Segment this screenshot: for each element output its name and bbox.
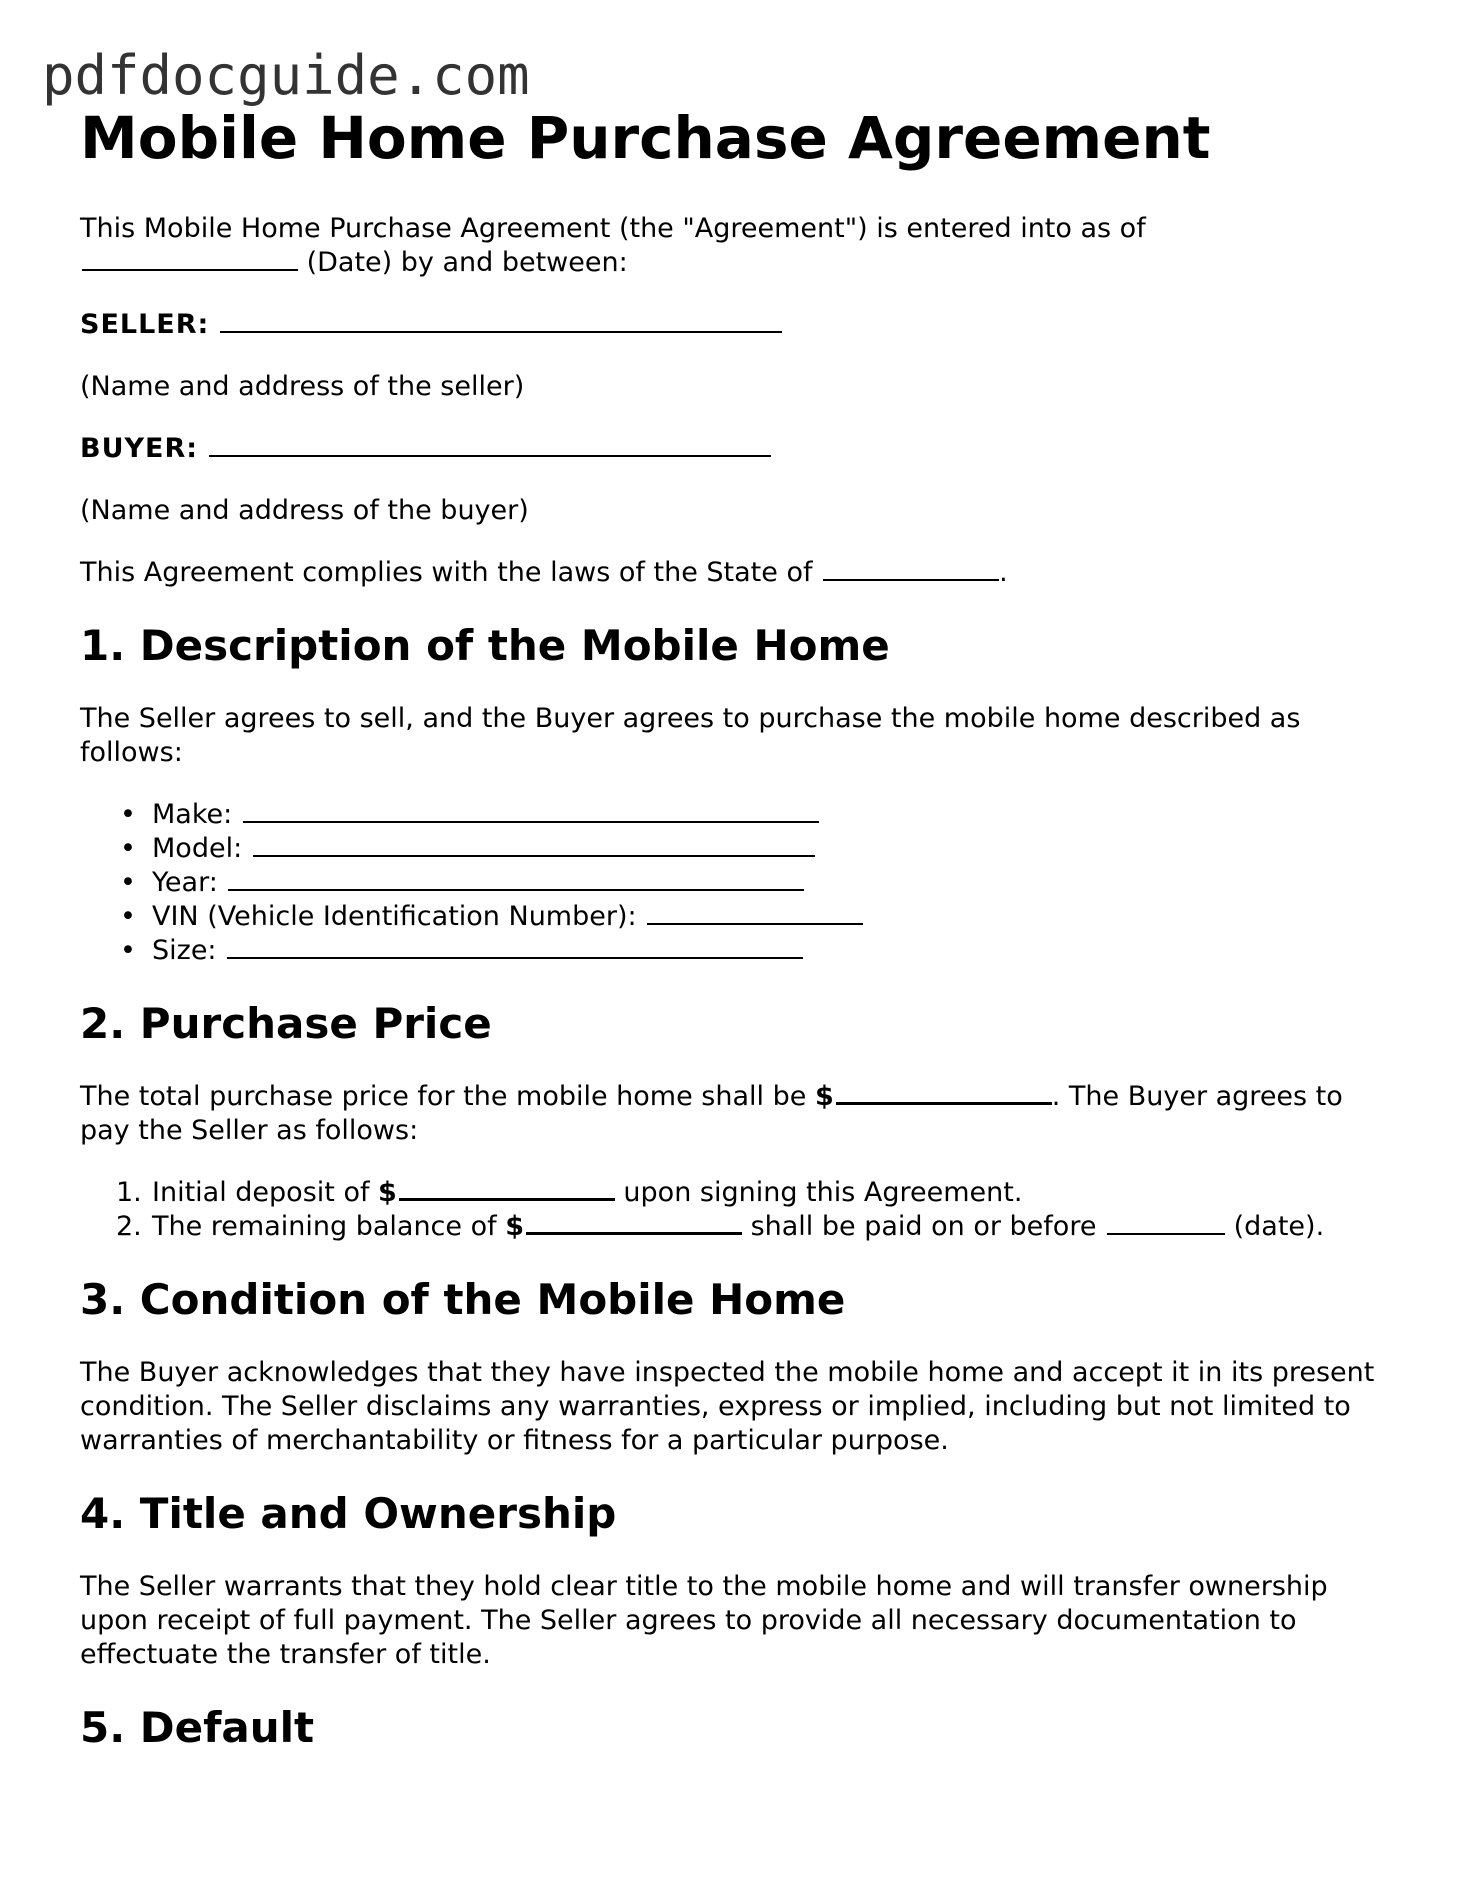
price-suffix: . The Buyer agrees to pay the Seller as follows: [80,1081,1343,1146]
section3-heading: 3. Condition of the Mobile Home [80,1275,846,1324]
price-blank[interactable] [836,1101,1052,1105]
make-label: Make: [152,799,241,830]
section1-heading: 1. Description of the Mobile Home [80,621,890,670]
seller-label: SELLER: [80,309,210,340]
vin-blank[interactable] [647,922,863,925]
seller-line [80,308,1400,342]
list-item-make [80,798,1400,832]
balance-date-blank[interactable] [1107,1232,1225,1235]
balance-currency: $ [505,1211,524,1242]
payment-list [80,1176,1400,1244]
section2-heading: 2. Purchase Price [80,999,492,1048]
model-blank[interactable] [253,854,815,857]
price-currency: $ [814,1081,834,1112]
state-blank[interactable] [823,578,999,581]
section2-text [80,1080,1400,1148]
balance-suffix: (date). [1225,1211,1325,1242]
list-item-model [80,832,1400,866]
balance-number: 2. [116,1211,142,1242]
list-item-size [80,934,1400,968]
state-clause-suffix: . [999,557,1008,588]
size-label: Size: [152,935,226,966]
list-item-year [80,866,1400,900]
state-clause [80,556,1400,590]
document-page [80,100,1400,1756]
buyer-note: (Name and address of the buyer) [80,495,529,526]
section4-text: The Seller warrants that they hold clear title to the mobile home and will transfer ownership upon receipt of full payment. The Seller agrees to provide all necessary documentation to effectuate the transfer of title. [80,1571,1328,1670]
date-blank[interactable] [82,268,298,271]
list-item-deposit [80,1176,1400,1210]
document-title: Mobile Home Purchase Agreement [80,104,1211,172]
seller-blank[interactable] [220,330,782,333]
section4-heading: 4. Title and Ownership [80,1489,617,1538]
vin-label: VIN (Vehicle Identification Number): [152,901,646,932]
watermark: pdfdocguide.com [42,44,530,107]
list-item-vin [80,900,1400,934]
year-blank[interactable] [228,888,804,891]
balance-mid: shall be paid on or before [742,1211,1106,1242]
buyer-label: BUYER: [80,433,199,464]
deposit-currency: $ [378,1177,397,1208]
seller-note: (Name and address of the seller) [80,371,525,402]
deposit-prefix: Initial deposit of [152,1177,379,1208]
deposit-number: 1. [116,1177,142,1208]
balance-blank[interactable] [526,1231,742,1235]
list-item-balance [80,1210,1400,1244]
deposit-suffix: upon signing this Agreement. [614,1177,1023,1208]
state-clause-prefix: This Agreement complies with the laws of the State of [80,557,822,588]
year-label: Year: [152,867,227,898]
section3-text: The Buyer acknowledges that they have inspected the mobile home and accept it in its present condition. The Seller disclaims any warranties, express or implied, including but not limited to warranties of merchantability or fitness for a particular purpose. [80,1357,1375,1456]
make-blank[interactable] [243,820,819,823]
price-prefix: The total purchase price for the mobile home shall be [80,1081,815,1112]
intro-line1: This Mobile Home Purchase Agreement (the "Agreement") is entered into as of [80,213,1146,244]
size-blank[interactable] [227,956,803,959]
intro-line2: (Date) by and between: [298,247,628,278]
mobile-home-description-list [80,798,1400,968]
buyer-blank[interactable] [209,454,771,457]
section5-heading: 5. Default [80,1703,315,1752]
intro-paragraph [80,212,1400,280]
deposit-blank[interactable] [399,1197,615,1201]
balance-prefix: The remaining balance of [152,1211,506,1242]
buyer-line [80,432,1400,466]
section1-text: The Seller agrees to sell, and the Buyer agrees to purchase the mobile home described as follows: [80,703,1301,768]
model-label: Model: [152,833,251,864]
